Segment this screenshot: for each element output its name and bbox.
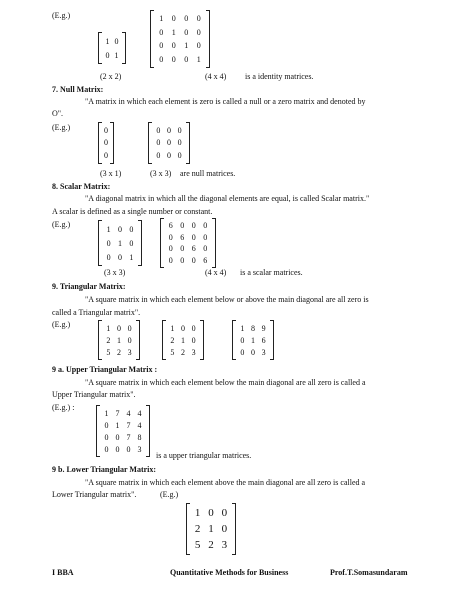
matrix-cell: 0 [114, 36, 119, 46]
matrix-row [165, 243, 211, 255]
triangular-def-line1: "A square matrix in which each element below or above the main diagonal are all zero is [85, 295, 369, 304]
matrix-cell: 0 [104, 420, 109, 430]
lower-matrix-3x3 [186, 503, 236, 555]
matrix-row [237, 346, 269, 358]
matrix-cell: 4 [137, 420, 142, 430]
matrix-row [155, 26, 205, 40]
matrix-cell: 1 [159, 14, 164, 24]
right-bracket [212, 218, 216, 268]
footer-author: Prof.T.Somasundaram [330, 568, 408, 577]
matrix-row [103, 124, 109, 137]
matrix-row [191, 521, 231, 537]
matrix-cell: 0 [168, 244, 173, 254]
matrix-cell: 4 [137, 408, 142, 418]
matrix-cell: 0 [203, 232, 208, 242]
null-matrix-3x1 [98, 122, 114, 164]
matrix-cell: 0 [171, 14, 176, 24]
matrix-row [167, 346, 199, 358]
eg-label-scalar: (E.g.) [52, 220, 71, 229]
matrix-row [103, 250, 137, 264]
matrix-cell: 2 [170, 335, 175, 345]
matrix-cell: 0 [184, 27, 189, 37]
triangular-heading: 9. Triangular Matrix: [52, 282, 126, 291]
right-bracket [136, 320, 140, 360]
null-heading: 7. Null Matrix: [52, 85, 104, 94]
matrix-cell: 0 [180, 255, 185, 265]
matrix-cell: 1 [129, 252, 134, 262]
matrix-row [165, 220, 211, 232]
matrix-cell: 0 [127, 323, 132, 333]
matrix-cell: 8 [137, 432, 142, 442]
matrix-cell: 1 [250, 335, 255, 345]
matrix-cell: 0 [191, 335, 196, 345]
matrix-cell: 0 [166, 138, 171, 148]
matrix-cell: 0 [129, 224, 134, 234]
matrix-cell: 0 [115, 432, 120, 442]
matrix-cell: 3 [221, 539, 228, 551]
matrix-cell: 0 [166, 151, 171, 161]
matrix-cell: 5 [106, 347, 111, 357]
identity-size-1: (2 x 2) [100, 72, 122, 81]
matrix-cell: 0 [184, 14, 189, 24]
identity-size-2: (4 x 4) [205, 72, 227, 81]
matrix-cell: 0 [115, 444, 120, 454]
upper-def-line2: Upper Triangular matrix". [52, 390, 136, 399]
matrix-row [191, 505, 231, 521]
matrix-cell: 0 [156, 138, 161, 148]
scalar-size-2: (4 x 4) [205, 268, 227, 277]
eg-label-null: (E.g.) [52, 123, 71, 132]
matrix-cell: 0 [171, 54, 176, 64]
matrix-cell: 0 [250, 347, 255, 357]
matrix-row [155, 39, 205, 53]
right-bracket [146, 405, 150, 457]
matrix-cell: 0 [180, 221, 185, 231]
matrix-cell: 0 [171, 41, 176, 51]
left-bracket [98, 220, 102, 266]
matrix-cell: 1 [105, 36, 110, 46]
matrix-cell: 6 [203, 255, 208, 265]
matrix-cell: 2 [106, 335, 111, 345]
matrix-cell: 0 [156, 151, 161, 161]
lower-def-line1: "A square matrix in which each element above the main diagonal are all zero is called a [85, 478, 366, 487]
matrix-cell: 0 [184, 54, 189, 64]
eg-label-lower: (E.g.) [160, 490, 179, 499]
right-bracket [232, 503, 236, 555]
null-size-1: (3 x 1) [100, 169, 122, 178]
upper-heading: 9 a. Upper Triangular Matrix : [52, 365, 158, 374]
left-bracket [232, 320, 236, 360]
matrix-cell: 6 [191, 244, 196, 254]
matrix-row [153, 137, 185, 150]
matrix-cell: 2 [116, 347, 121, 357]
identity-matrix-2x2 [98, 32, 126, 64]
matrix-cell: 2 [194, 523, 201, 535]
scalar-def-line2: A scalar is defined as a single number or constant. [52, 207, 213, 216]
matrix-cell: 7 [115, 408, 120, 418]
matrix-cell: 0 [191, 232, 196, 242]
eg-label-upper: (E.g.) : [52, 403, 75, 412]
matrix-row [101, 419, 145, 431]
matrix-cell: 0 [127, 335, 132, 345]
scalar-matrix-3x3 [98, 220, 142, 266]
matrix-cell: 1 [180, 335, 185, 345]
matrix-row [103, 34, 121, 48]
matrix-cell: 0 [180, 323, 185, 333]
matrix-cell: 0 [196, 14, 201, 24]
null-size-2: (3 x 3) [150, 169, 172, 178]
matrix-cell: 0 [106, 238, 111, 248]
matrix-row [237, 334, 269, 346]
matrix-cell: 0 [191, 221, 196, 231]
triangular-def-line2: called a Triangular matrix". [52, 308, 141, 317]
matrix-cell: 3 [137, 444, 142, 454]
matrix-cell: 0 [180, 244, 185, 254]
matrix-row [167, 322, 199, 334]
matrix-cell: 5 [194, 539, 201, 551]
null-def-line1: "A matrix in which each element is zero is called a null or a zero matrix and denoted by [85, 97, 366, 106]
identity-matrix-4x4 [150, 10, 210, 68]
right-bracket [122, 32, 126, 64]
matrix-row [103, 236, 137, 250]
right-bracket [138, 220, 142, 266]
matrix-cell: 2 [208, 539, 214, 551]
left-bracket [98, 320, 102, 360]
matrix-cell: 0 [196, 41, 201, 51]
null-caption: are null matrices. [180, 169, 236, 178]
matrix-row [165, 255, 211, 267]
matrix-cell: 0 [168, 232, 173, 242]
matrix-cell: 1 [106, 323, 111, 333]
matrix-row [101, 443, 145, 455]
matrix-row [167, 334, 199, 346]
matrix-row [103, 346, 135, 358]
upper-def-line1: "A square matrix in which each element below the main diagonal are all zero is called a [85, 378, 366, 387]
matrix-cell: 0 [129, 238, 134, 248]
matrix-cell: 0 [104, 138, 108, 148]
matrix-cell: 6 [261, 335, 266, 345]
matrix-cell: 6 [168, 221, 173, 231]
matrix-row [153, 124, 185, 137]
scalar-def-line1: "A diagonal matrix in which all the diagonal elements are equal, is called Scalar matrix." [85, 194, 370, 203]
left-bracket [98, 122, 102, 164]
matrix-row [165, 232, 211, 244]
matrix-cell: 0 [166, 125, 171, 135]
left-bracket [98, 32, 102, 64]
left-bracket [160, 218, 164, 268]
right-bracket [110, 122, 114, 164]
matrix-row [155, 53, 205, 67]
lower-def-line2: Lower Triangular matrix". [52, 490, 137, 499]
eg-label-triangular: (E.g.) [52, 320, 71, 329]
matrix-row [101, 407, 145, 419]
matrix-row [103, 322, 135, 334]
left-bracket [162, 320, 166, 360]
matrix-cell: 0 [159, 27, 164, 37]
matrix-cell: 0 [117, 224, 122, 234]
matrix-cell: 0 [203, 244, 208, 254]
right-bracket [200, 320, 204, 360]
matrix-cell: 0 [203, 221, 208, 231]
matrix-cell: 7 [126, 432, 131, 442]
matrix-row [103, 222, 137, 236]
matrix-row [103, 149, 109, 162]
triangular-matrix-3 [232, 320, 274, 360]
matrix-row [103, 137, 109, 150]
matrix-cell: 0 [156, 125, 161, 135]
matrix-cell: 0 [106, 252, 111, 262]
matrix-cell: 1 [117, 238, 122, 248]
matrix-cell: 4 [126, 408, 131, 418]
matrix-cell: 1 [196, 54, 201, 64]
scalar-caption: is a scalar matrices. [240, 268, 303, 277]
matrix-cell: 0 [221, 523, 228, 535]
scalar-size-1: (3 x 3) [104, 268, 126, 277]
matrix-cell: 0 [104, 151, 108, 161]
matrix-cell: 1 [106, 224, 111, 234]
matrix-row [191, 537, 231, 553]
matrix-row [237, 322, 269, 334]
matrix-cell: 1 [171, 27, 176, 37]
matrix-cell: 6 [180, 232, 185, 242]
matrix-cell: 1 [114, 50, 119, 60]
matrix-cell: 0 [177, 151, 182, 161]
matrix-cell: 3 [127, 347, 132, 357]
triangular-matrix-2 [162, 320, 204, 360]
matrix-cell: 1 [208, 523, 214, 535]
null-matrix-3x3 [148, 122, 190, 164]
upper-caption: is a upper triangular matrices. [156, 451, 252, 460]
right-bracket [270, 320, 274, 360]
left-bracket [186, 503, 190, 555]
matrix-cell: 0 [191, 323, 196, 333]
matrix-cell: 1 [116, 335, 121, 345]
matrix-cell: 0 [221, 507, 228, 519]
matrix-row [153, 149, 185, 162]
matrix-row [103, 334, 135, 346]
matrix-cell: 0 [126, 444, 131, 454]
matrix-cell: 8 [250, 323, 255, 333]
scalar-heading: 8. Scalar Matrix: [52, 182, 111, 191]
lower-heading: 9 b. Lower Triangular Matrix: [52, 465, 157, 474]
footer-subject: Quantitative Methods for Business [170, 568, 289, 577]
matrix-cell: 0 [105, 50, 110, 60]
identity-caption: is a identity matrices. [245, 72, 314, 81]
matrix-cell: 0 [196, 27, 201, 37]
matrix-cell: 0 [177, 138, 182, 148]
matrix-cell: 0 [159, 54, 164, 64]
matrix-cell: 0 [116, 323, 121, 333]
matrix-cell: 0 [104, 444, 109, 454]
matrix-cell: 0 [177, 125, 182, 135]
matrix-cell: 1 [104, 408, 109, 418]
matrix-cell: 0 [191, 255, 196, 265]
matrix-cell: 7 [126, 420, 131, 430]
matrix-cell: 1 [184, 41, 189, 51]
scalar-matrix-4x4 [160, 218, 216, 268]
matrix-cell: 0 [168, 255, 173, 265]
matrix-cell: 0 [104, 432, 109, 442]
matrix-cell: 0 [208, 507, 214, 519]
matrix-cell: 1 [194, 507, 201, 519]
right-bracket [186, 122, 190, 164]
matrix-cell: 3 [261, 347, 266, 357]
matrix-row [103, 48, 121, 62]
matrix-cell: 1 [240, 323, 245, 333]
matrix-cell: 2 [180, 347, 185, 357]
null-def-line2: O". [52, 109, 64, 118]
matrix-row [101, 431, 145, 443]
matrix-cell: 0 [240, 347, 245, 357]
left-bracket [96, 405, 100, 457]
footer-course: I BBA [52, 568, 74, 577]
matrix-cell: 0 [159, 41, 164, 51]
matrix-cell: 3 [191, 347, 196, 357]
matrix-row [155, 12, 205, 26]
matrix-cell: 9 [261, 323, 266, 333]
eg-label-identity: (E.g.) [52, 11, 71, 20]
right-bracket [206, 10, 210, 68]
matrix-cell: 0 [240, 335, 245, 345]
triangular-matrix-1 [98, 320, 140, 360]
matrix-cell: 0 [117, 252, 122, 262]
matrix-cell: 0 [104, 125, 108, 135]
left-bracket [148, 122, 152, 164]
matrix-cell: 1 [115, 420, 120, 430]
matrix-cell: 5 [170, 347, 175, 357]
upper-matrix-4x4 [96, 405, 150, 457]
matrix-cell: 1 [170, 323, 175, 333]
left-bracket [150, 10, 154, 68]
